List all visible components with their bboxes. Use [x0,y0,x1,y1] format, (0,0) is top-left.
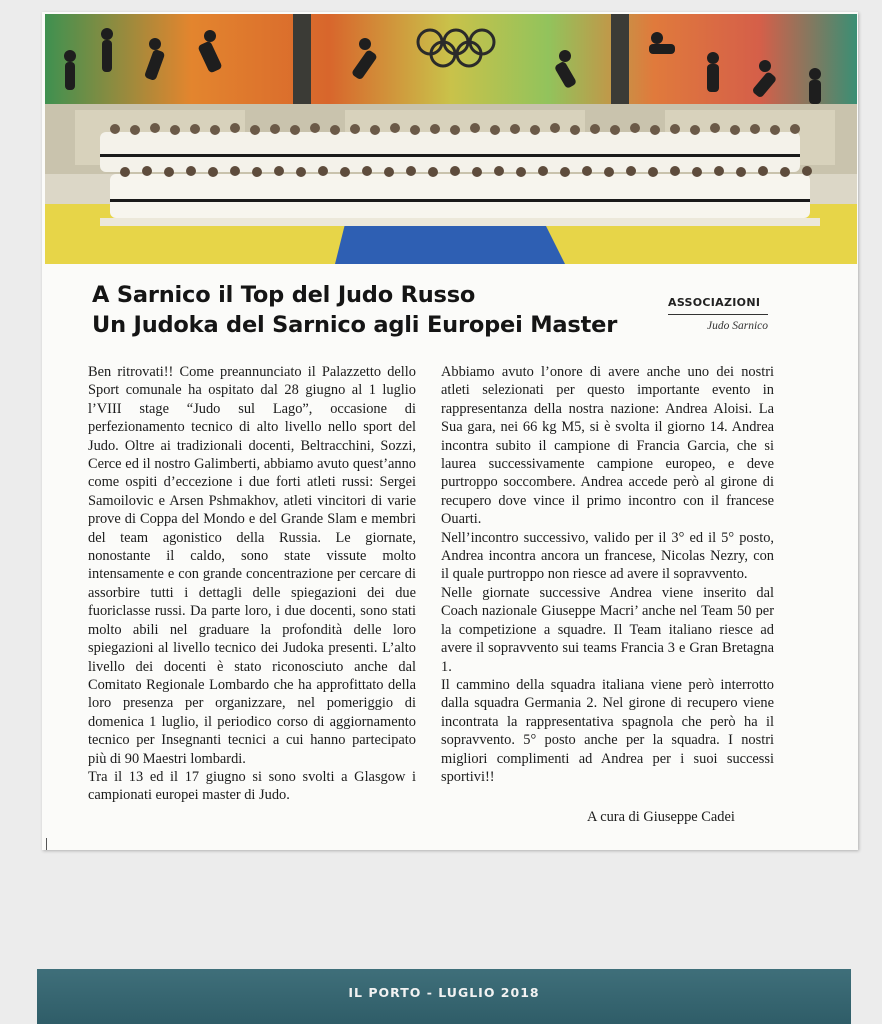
group-photo [45,14,857,264]
paragraph: Il cammino della squadra italiana viene però interrotto dalla squadra Germania 2. Nel girone di recupero viene incontrata la rappresentativa spagnola che però ha il sopravvento. 5° posto anche per la squadra. I nostri migliori complimenti ad Andrea per i suoi successi sportivi!! [441,676,774,785]
article-headline [92,280,617,340]
page-footer [37,969,851,1024]
section-divider [668,314,768,315]
paragraph: Nelle giornate successive Andrea viene inserito dal Coach nazionale Giuseppe Macri’ anche nel Team 50 per la competizione a squadre. Il Team italiano riesce ad avere il sopravvento sui teams Francia 3 e Gran Bretagna 1. [441,584,774,675]
paragraph: Tra il 13 ed il 17 giugno si sono svolti a Glasgow i campionati europei master di Judo. [88,768,416,804]
headline-line-2: Un Judoka del Sarnico agli Europei Master [92,312,618,338]
paragraph: Nell’incontro successivo, valido per il 3° ed il 5° posto, Andrea incontra ancora un francese, Nicolas Nezry, con il quale purtroppo non riesce ad avere il sopravvento. [441,529,774,583]
section-label: ASSOCIAZIONI [668,296,761,309]
article-column-left [88,363,416,805]
article-signature: A cura di Giuseppe Cadei [587,809,735,825]
headline-line-1: A Sarnico il Top del Judo Russo [92,282,476,308]
article-column-right [441,363,774,786]
footer-label: IL PORTO - LUGLIO 2018 [348,985,540,1000]
paragraph: Ben ritrovati!! Come preannunciato il Palazzetto dello Sport comunale ha ospitato dal 28 giugno al 1 luglio l’VIII stage “Judo sul Lago”, occasione di perfezionamento tecnico di alto livello nello sport del Judo. Oltre ai tradizionali docenti, Beltracchini, Sozzi, Cerce ed il nostro Galimberti, abbiamo avuto quest’anno come ospiti d’eccezione i due forti atleti russi: Sergei Samoilovic e Arsen Pshmakhov, atleti vincitori di varie prove di Coppa del Mondo e del Grande Slam e membri del team agonistico della Russia. Le giornate, nonostante il caldo, sono state vissute molto intensamente e con grande concentrazione per cercare di assorbire tutti i dettagli delle spiegazioni dei due fuoriclasse russi. Da parte loro, i due docenti, sono stati molto abili nel graduare la profondità delle loro spiegazioni al livello tecnico dei Judoka presenti. L’alto livello dei docenti è stato riconosciuto anche dal Comitato Regionale Lombardo che ha approfittato della loro presenza per organizzare, nel pomeriggio di domenica 1 luglio, il periodico corso di aggiornamento tecnico per Insegnanti tecnici a cui hanno partecipato più di 90 Maestri lombardi. [88,364,416,767]
paragraph: Abbiamo avuto l’onore di avere anche uno dei nostri atleti selezionati per questo importante evento in rappresentanza della nostra nazione: Andrea Aloisi. La Sua gara, nei 66 kg M5, si è svolta il giorno 14. Andrea incontra subito il campione di Francia Garcia, che si laurea successivamente campione europeo, e deve purtroppo soccombere. Andrea accede però al girone di recupero dove vince il primo incontro con il francese Ouarti. [441,364,774,528]
crop-mark [46,838,47,850]
article-author: Judo Sarnico [706,320,768,332]
